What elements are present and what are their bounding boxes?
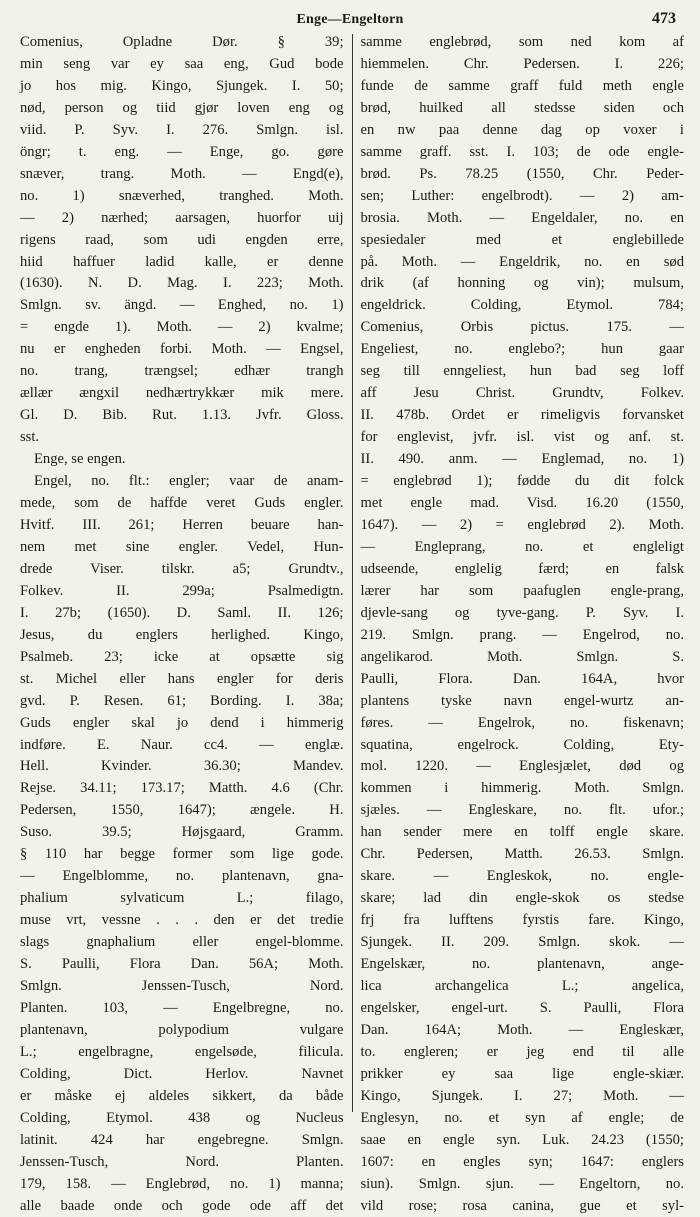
text-line: ællær ængxil nedhærtrykkær mik mere. <box>20 385 344 402</box>
text-line: Engel, no. flt.: engler; vaar de anam- <box>34 473 344 490</box>
text-line: lica archangelica L.; angelica, <box>360 977 684 994</box>
text-line: engelsker, engel-urt. S. Paulli, Flora <box>360 999 684 1016</box>
text-line: plantens tyske navn engel-wurtz an- <box>360 692 684 709</box>
text-line: slags gnaphalium eller engel-blomme. <box>20 934 344 951</box>
text-line: § 110 har begge former som lige gode. <box>20 846 344 863</box>
left-column <box>16 32 352 1214</box>
text-line: I. 27b; (1650). D. Saml. II. 126; <box>20 604 344 621</box>
text-line: for englevist, jvfr. isl. vist og anf. st. <box>360 429 684 446</box>
text-line: er måske ej aldeles sikkert, da både <box>20 1087 344 1104</box>
text-line: Suso. 39.5; Højsgaard, Gramm. <box>20 824 344 841</box>
text-line: Hell. Kvinder. 36.30; Mandev. <box>20 758 344 775</box>
text-line: engeldrick. Colding, Etymol. 784; <box>360 297 684 314</box>
text-line: Colding, Dict. Herlov. Navnet <box>20 1065 344 1082</box>
text-line: Psalmeb. 23; icke at opsætte sig <box>20 648 344 665</box>
text-line: siun). Smlgn. sjun. — Engeltorn, no. <box>360 1175 684 1192</box>
text-line: Enge, se engen. <box>34 451 126 468</box>
text-line: sen; Luther: engelbrodt). — 2) am- <box>360 187 684 204</box>
text-line: 1647). — 2) = englebrød 2). Moth. <box>360 516 684 533</box>
text-line: drede Viser. tilskr. a5; Grundtv., <box>20 560 344 577</box>
text-line: frj fra lufftens fyrstis fare. Kingo, <box>360 912 684 929</box>
text-line: viid. P. Syv. I. 276. Smlgn. isl. <box>20 121 344 138</box>
text-line: Dan. 164A; Moth. — Engleskær, <box>360 1021 684 1038</box>
text-line: — Engelblomme, no. plantenavn, gna- <box>20 868 344 885</box>
text-line: L.; engelbragne, engelsøde, filicula. <box>20 1043 344 1060</box>
text-line: aff Jesu Christ. Grundtv, Folkev. <box>360 385 684 402</box>
text-line: latinit. 424 har engebregne. Smlgn. <box>20 1131 344 1148</box>
text-line: II. 490. anm. — Englemad, no. 1) <box>360 451 684 468</box>
text-line: Rejse. 34.11; 173.17; Matth. 4.6 (Chr. <box>20 780 344 797</box>
text-line: mede, som de haffde veret Guds engler. <box>20 495 344 512</box>
text-line: Chr. Pedersen, Matth. 26.53. Smlgn. <box>360 846 684 863</box>
right-column <box>353 32 689 1214</box>
page-header <box>16 6 684 32</box>
text-line: = engde 1). Moth. — 2) kvalme; <box>20 319 344 336</box>
text-line: nem met sine engler. Vedel, Hun- <box>20 538 344 555</box>
text-line: no. trang, trængsel; edhær trangh <box>20 363 344 380</box>
text-line: nu er engheden forbi. Moth. — Engsel, <box>20 341 344 358</box>
dictionary-columns <box>16 32 688 1214</box>
text-line: hiid haffuer ladid kalle, er denne <box>20 253 344 270</box>
text-line: Engeliest, no. englebo?; hun gaar <box>360 341 684 358</box>
text-line: udseende, englelig færd; en falsk <box>360 560 684 577</box>
text-line: en nw paa denne dag op voxer i <box>360 121 684 138</box>
text-line: 219. Smlgn. prang. — Engelrod, no. <box>360 626 684 643</box>
text-line: Sjungek. II. 209. Smlgn. skok. — <box>360 934 684 951</box>
text-line: Comenius, Orbis pictus. 175. — <box>360 319 684 336</box>
text-line: hiemmelen. Chr. Pedersen. I. 226; <box>360 55 684 72</box>
text-line: Kingo, Sjungek. I. 27; Moth. — <box>360 1087 684 1104</box>
text-line: brosia. Moth. — Engeldaler, no. en <box>360 209 684 226</box>
text-line: indføre. E. Naur. cc4. — englæ. <box>20 736 344 753</box>
text-line: skare. — Engleskok, no. engle- <box>360 868 684 885</box>
text-line: st. Michel eller hans engler for deris <box>20 670 344 687</box>
text-line: Comenius, Opladne Dør. § 39; <box>20 34 344 50</box>
text-line: S. Paulli, Flora Dan. 56A; Moth. <box>20 956 344 973</box>
text-line: Pedersen, 1550, 1647); ængele. H. <box>20 802 344 819</box>
text-line: føres. — Engelrok, no. fiskenavn; <box>360 714 684 731</box>
text-line: funde de samme graff fuld meth engle <box>360 77 684 94</box>
text-line: lærer har som paafuglen engle-prang, <box>360 582 684 599</box>
text-line: snæver, trang. Moth. — Engd(e), <box>20 165 344 182</box>
text-line: muse vrt, vessne . . . den er det tredie <box>20 912 344 929</box>
text-line: 1607: en engles syn; 1647: englers <box>360 1153 684 1170</box>
text-line: plantenavn, polypodium vulgare <box>20 1021 344 1038</box>
text-line: = englebrød 1); fødde du dit folck <box>360 473 684 490</box>
text-line: Guds engler skal jo dend i himmerig <box>20 714 344 731</box>
text-line: jo hos mig. Kingo, Sjungek. I. 50; <box>20 77 344 94</box>
text-line: kommen i himmerig. Moth. Smlgn. <box>360 780 684 797</box>
text-line: han sender mere en tolff engle skare. <box>360 824 684 841</box>
text-line: sst. <box>20 429 40 446</box>
text-line: phalium sylvaticum L.; filago, <box>20 890 344 907</box>
text-line: nød, person og tiid gjør loven eng og <box>20 99 344 116</box>
text-line: rigens raad, som udi engden erre, <box>20 231 344 248</box>
text-line: II. 478b. Ordet er rimeligvis forvansket <box>360 407 684 424</box>
text-line: prikker ey saa lige engle-skiær. <box>360 1065 684 1082</box>
text-line: — Engleprang, no. et engleligt <box>360 538 684 555</box>
text-line: min seng var ey saa eng, Gud bode <box>20 55 344 72</box>
text-line: vild rose; rosa canina, gue et syl- <box>360 1197 684 1214</box>
text-line: Jesus, du englers herlighed. Kingo, <box>20 626 344 643</box>
text-line: Gl. D. Bib. Rut. 1.13. Jvfr. Gloss. <box>20 407 344 424</box>
text-line: på. Moth. — Engeldrik, no. en sød <box>360 253 684 270</box>
text-line: Colding, Etymol. 438 og Nucleus <box>20 1109 344 1126</box>
text-line: Smlgn. sv. ängd. — Enghed, no. 1) <box>20 297 344 314</box>
running-title: Enge—Engeltorn <box>296 12 404 27</box>
text-line: no. 1) snæverhed, tranghed. Moth. <box>20 187 344 204</box>
text-line: saae en engle syn. Luk. 24.23 (1550; <box>360 1131 684 1148</box>
text-line: Jenssen-Tusch, Nord. Planten. <box>20 1153 344 1170</box>
text-line: öngr; t. eng. — Enge, go. gøre <box>20 143 344 160</box>
text-line: drik (af honning og vin); mulsum, <box>360 275 684 292</box>
text-line: met engle mad. Visd. 16.20 (1550, <box>360 495 684 512</box>
text-line: samme englebrød, som ned kom af <box>360 34 684 50</box>
text-line: 179, 158. — Englebrød, no. 1) manna; <box>20 1175 344 1192</box>
text-line: skare; lad din engle-skok os stedse <box>360 890 684 907</box>
text-line: mol. 1220. — Englesjælet, død og <box>360 758 684 775</box>
text-line: alle baade onde och gode ode aff det <box>20 1197 344 1214</box>
text-line: — 2) nærhed; aarsagen, huorfor uij <box>20 209 344 226</box>
text-line: Engelskær, no. plantenavn, ange- <box>360 956 684 973</box>
text-line: spesiedaler med et englebillede <box>360 231 684 248</box>
text-line: brød. Ps. 78.25 (1550, Chr. Peder- <box>360 165 684 182</box>
text-line: (1630). N. D. Mag. I. 223; Moth. <box>20 275 344 292</box>
text-line: Englesyn, no. et syn af engle; de <box>360 1109 684 1126</box>
text-line: Paulli, Flora. Dan. 164A, hvor <box>360 670 684 687</box>
text-line: brød, huilked all stedsse siden och <box>360 99 684 116</box>
text-line: angelikarod. Moth. Smlgn. S. <box>360 648 684 665</box>
text-line: squatina, engelrock. Colding, Ety- <box>360 736 684 753</box>
page-number: 473 <box>652 10 676 27</box>
text-line: to. engleren; er jeg end til alle <box>360 1043 684 1060</box>
text-line: Smlgn. Jenssen-Tusch, Nord. <box>20 977 344 994</box>
text-line: sjæles. — Engleskare, no. flt. ufor.; <box>360 802 684 819</box>
text-line: gvd. P. Resen. 61; Bording. I. 38a; <box>20 692 344 709</box>
text-line: Planten. 103, — Engelbregne, no. <box>20 999 344 1016</box>
text-line: Folkev. II. 299a; Psalmedigtn. <box>20 582 344 599</box>
text-line: Hvitf. III. 261; Herren beuare han- <box>20 516 344 533</box>
text-line: djevle-sang og tyve-gang. P. Syv. I. <box>360 604 684 621</box>
text-line: seg till enngeliest, hun bad seg loff <box>360 363 684 380</box>
text-line: samme graff. sst. I. 103; de ode engle- <box>360 143 684 160</box>
